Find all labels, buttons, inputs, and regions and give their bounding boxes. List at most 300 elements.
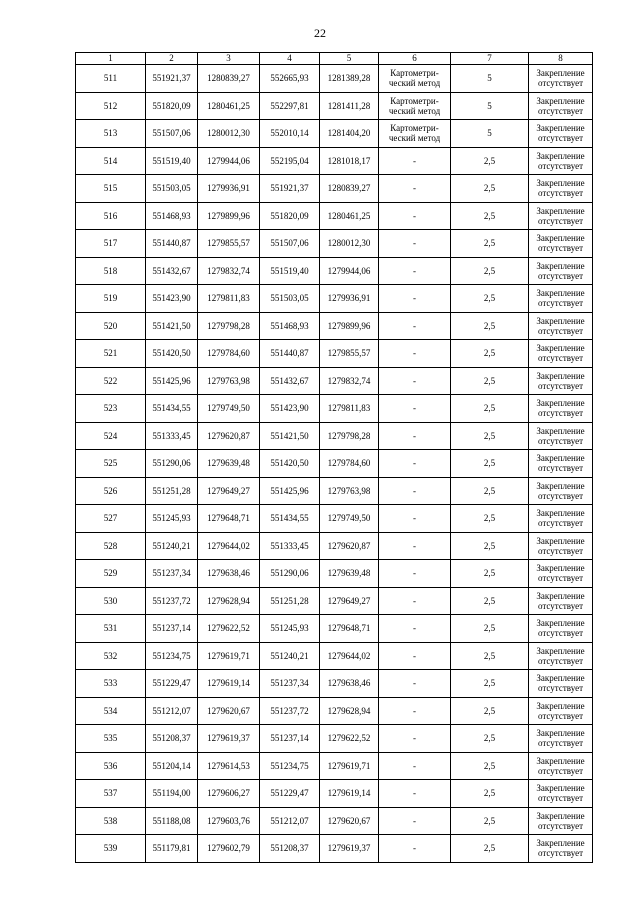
cell-c2: 551188,08 xyxy=(146,807,198,835)
cell-c7: 2,5 xyxy=(451,230,529,258)
cell-c3: 1279619,37 xyxy=(198,725,260,753)
table-row xyxy=(76,147,593,175)
cell-c7: 2,5 xyxy=(451,670,529,698)
cell-c6: - xyxy=(379,642,451,670)
cell-c1: 512 xyxy=(76,92,146,120)
cell-c1: 519 xyxy=(76,285,146,313)
fixing-text-line: Закрепление xyxy=(536,68,585,79)
table-row xyxy=(76,560,593,588)
fixing-text-line: отсутствует xyxy=(537,820,584,831)
cell-c4: 552195,04 xyxy=(260,147,320,175)
fixing-text-line: отсутствует xyxy=(537,435,584,446)
method-text-line: Картометри- xyxy=(390,68,439,79)
fixing-text-line: отсутствует xyxy=(537,78,584,89)
cell-c7: 2,5 xyxy=(451,752,529,780)
cell-c5: 1280012,30 xyxy=(320,230,379,258)
method-text-line: Картометри- xyxy=(390,95,439,106)
cell-c1: 524 xyxy=(76,422,146,450)
fixing-cell xyxy=(529,560,593,588)
cell-c2: 551423,90 xyxy=(146,285,198,313)
cell-c2: 551237,72 xyxy=(146,587,198,615)
fixing-text-line: Закрепление xyxy=(536,618,585,629)
cell-c4: 551468,93 xyxy=(260,312,320,340)
cell-c6: - xyxy=(379,367,451,395)
fixing-cell xyxy=(529,670,593,698)
table-row xyxy=(76,587,593,615)
cell-c7: 2,5 xyxy=(451,725,529,753)
cell-c1: 523 xyxy=(76,395,146,423)
fixing-text-line: Закрепление xyxy=(536,673,585,684)
cell-c7: 2,5 xyxy=(451,202,529,230)
cell-c1: 520 xyxy=(76,312,146,340)
cell-c4: 551440,87 xyxy=(260,340,320,368)
cell-c3: 1279606,27 xyxy=(198,780,260,808)
method-text-line: ческий метод xyxy=(388,105,441,116)
cell-c4: 551240,21 xyxy=(260,642,320,670)
fixing-cell xyxy=(529,312,593,340)
cell-c2: 551212,07 xyxy=(146,697,198,725)
cell-c5: 1279749,50 xyxy=(320,505,379,533)
fixing-cell xyxy=(529,642,593,670)
fixing-text-line: отсутствует xyxy=(537,160,584,171)
cell-c3: 1279763,98 xyxy=(198,367,260,395)
table-row xyxy=(76,285,593,313)
table-row xyxy=(76,697,593,725)
fixing-text-line: Закрепление xyxy=(536,288,585,299)
cell-c1: 532 xyxy=(76,642,146,670)
fixing-cell xyxy=(529,532,593,560)
cell-c5: 1279944,06 xyxy=(320,257,379,285)
table-row xyxy=(76,670,593,698)
cell-c6: - xyxy=(379,340,451,368)
cell-c3: 1279620,87 xyxy=(198,422,260,450)
cell-c1: 525 xyxy=(76,450,146,478)
fixing-text-line: Закрепление xyxy=(536,645,585,656)
fixing-text-line: отсутствует xyxy=(537,133,584,144)
fixing-text-line: отсутствует xyxy=(537,188,584,199)
cell-c5: 1281404,20 xyxy=(320,120,379,148)
cell-c3: 1279855,57 xyxy=(198,230,260,258)
fixing-text-line: Закрепление xyxy=(536,370,585,381)
column-header: 5 xyxy=(320,53,379,65)
cell-c2: 551245,93 xyxy=(146,505,198,533)
fixing-text-line: отсутствует xyxy=(537,710,584,721)
fixing-text-line: Закрепление xyxy=(536,838,585,849)
cell-c5: 1279811,83 xyxy=(320,395,379,423)
cell-c5: 1281411,28 xyxy=(320,92,379,120)
method-cell xyxy=(379,65,451,93)
cell-c7: 2,5 xyxy=(451,257,529,285)
cell-c1: 535 xyxy=(76,725,146,753)
cell-c7: 2,5 xyxy=(451,587,529,615)
fixing-text-line: отсутствует xyxy=(537,408,584,419)
cell-c7: 2,5 xyxy=(451,395,529,423)
cell-c2: 551194,00 xyxy=(146,780,198,808)
fixing-text-line: Закрепление xyxy=(536,123,585,134)
fixing-text-line: Закрепление xyxy=(536,453,585,464)
cell-c5: 1279622,52 xyxy=(320,725,379,753)
cell-c2: 551179,81 xyxy=(146,835,198,863)
fixing-text-line: Закрепление xyxy=(536,755,585,766)
cell-c2: 551421,50 xyxy=(146,312,198,340)
cell-c4: 551208,37 xyxy=(260,835,320,863)
cell-c5: 1279649,27 xyxy=(320,587,379,615)
cell-c3: 1279614,53 xyxy=(198,752,260,780)
cell-c7: 5 xyxy=(451,92,529,120)
cell-c4: 551237,72 xyxy=(260,697,320,725)
table-row xyxy=(76,477,593,505)
fixing-cell xyxy=(529,697,593,725)
cell-c1: 531 xyxy=(76,615,146,643)
fixing-text-line: отсутствует xyxy=(537,270,584,281)
fixing-cell xyxy=(529,395,593,423)
table-row xyxy=(76,340,593,368)
cell-c1: 536 xyxy=(76,752,146,780)
cell-c6: - xyxy=(379,780,451,808)
fixing-text-line: отсутствует xyxy=(537,243,584,254)
fixing-text-line: Закрепление xyxy=(536,343,585,354)
cell-c2: 551251,28 xyxy=(146,477,198,505)
cell-c5: 1279620,67 xyxy=(320,807,379,835)
fixing-cell xyxy=(529,505,593,533)
cell-c5: 1279832,74 xyxy=(320,367,379,395)
fixing-text-line: отсутствует xyxy=(537,463,584,474)
table-row xyxy=(76,807,593,835)
cell-c1: 530 xyxy=(76,587,146,615)
fixing-text-line: отсутствует xyxy=(537,215,584,226)
cell-c4: 551434,55 xyxy=(260,505,320,533)
cell-c3: 1280461,25 xyxy=(198,92,260,120)
fixing-text-line: Закрепление xyxy=(536,178,585,189)
table-row xyxy=(76,422,593,450)
fixing-text-line: Закрепление xyxy=(536,150,585,161)
cell-c5: 1279619,71 xyxy=(320,752,379,780)
cell-c6: - xyxy=(379,560,451,588)
cell-c6: - xyxy=(379,835,451,863)
cell-c7: 2,5 xyxy=(451,367,529,395)
fixing-text-line: отсутствует xyxy=(537,490,584,501)
fixing-text-line: отсутствует xyxy=(537,683,584,694)
cell-c2: 551432,67 xyxy=(146,257,198,285)
cell-c1: 513 xyxy=(76,120,146,148)
cell-c5: 1279639,48 xyxy=(320,560,379,588)
cell-c6: - xyxy=(379,807,451,835)
coordinates-table xyxy=(75,52,593,863)
cell-c1: 521 xyxy=(76,340,146,368)
cell-c2: 551468,93 xyxy=(146,202,198,230)
fixing-cell xyxy=(529,175,593,203)
table-row xyxy=(76,532,593,560)
cell-c7: 2,5 xyxy=(451,505,529,533)
table-row xyxy=(76,202,593,230)
cell-c2: 551204,14 xyxy=(146,752,198,780)
cell-c4: 551421,50 xyxy=(260,422,320,450)
cell-c7: 2,5 xyxy=(451,560,529,588)
cell-c1: 515 xyxy=(76,175,146,203)
cell-c4: 551290,06 xyxy=(260,560,320,588)
cell-c1: 539 xyxy=(76,835,146,863)
fixing-cell xyxy=(529,285,593,313)
fixing-text-line: отсутствует xyxy=(537,738,584,749)
cell-c6: - xyxy=(379,395,451,423)
fixing-text-line: Закрепление xyxy=(536,590,585,601)
cell-c5: 1279628,94 xyxy=(320,697,379,725)
cell-c1: 533 xyxy=(76,670,146,698)
cell-c7: 2,5 xyxy=(451,780,529,808)
fixing-text-line: отсутствует xyxy=(537,600,584,611)
cell-c1: 526 xyxy=(76,477,146,505)
cell-c6: - xyxy=(379,147,451,175)
cell-c2: 551425,96 xyxy=(146,367,198,395)
cell-c4: 551234,75 xyxy=(260,752,320,780)
fixing-text-line: Закрепление xyxy=(536,95,585,106)
cell-c6: - xyxy=(379,615,451,643)
fixing-text-line: отсутствует xyxy=(537,380,584,391)
cell-c2: 551921,37 xyxy=(146,65,198,93)
table-row xyxy=(76,450,593,478)
cell-c5: 1279798,28 xyxy=(320,422,379,450)
cell-c5: 1279855,57 xyxy=(320,340,379,368)
fixing-text-line: Закрепление xyxy=(536,260,585,271)
cell-c4: 551820,09 xyxy=(260,202,320,230)
column-header: 2 xyxy=(146,53,198,65)
cell-c7: 2,5 xyxy=(451,312,529,340)
cell-c6: - xyxy=(379,505,451,533)
cell-c2: 551208,37 xyxy=(146,725,198,753)
cell-c3: 1279649,27 xyxy=(198,477,260,505)
cell-c3: 1279602,79 xyxy=(198,835,260,863)
fixing-text-line: Закрепление xyxy=(536,535,585,546)
fixing-text-line: отсутствует xyxy=(537,793,584,804)
table-row xyxy=(76,257,593,285)
method-cell xyxy=(379,92,451,120)
table-row xyxy=(76,505,593,533)
cell-c5: 1280461,25 xyxy=(320,202,379,230)
fixing-text-line: отсутствует xyxy=(537,298,584,309)
cell-c3: 1280839,27 xyxy=(198,65,260,93)
cell-c5: 1279936,91 xyxy=(320,285,379,313)
fixing-cell xyxy=(529,147,593,175)
cell-c5: 1279899,96 xyxy=(320,312,379,340)
fixing-text-line: отсутствует xyxy=(537,573,584,584)
cell-c6: - xyxy=(379,422,451,450)
table-row xyxy=(76,835,593,863)
table-row xyxy=(76,725,593,753)
fixing-text-line: Закрепление xyxy=(536,728,585,739)
cell-c7: 2,5 xyxy=(451,697,529,725)
cell-c4: 551237,34 xyxy=(260,670,320,698)
fixing-text-line: Закрепление xyxy=(536,315,585,326)
cell-c4: 551251,28 xyxy=(260,587,320,615)
cell-c4: 551432,67 xyxy=(260,367,320,395)
cell-c3: 1279638,46 xyxy=(198,560,260,588)
fixing-cell xyxy=(529,367,593,395)
cell-c2: 551290,06 xyxy=(146,450,198,478)
cell-c4: 551333,45 xyxy=(260,532,320,560)
cell-c1: 517 xyxy=(76,230,146,258)
cell-c4: 551237,14 xyxy=(260,725,320,753)
fixing-text-line: Закрепление xyxy=(536,233,585,244)
column-header: 6 xyxy=(379,53,451,65)
cell-c2: 551434,55 xyxy=(146,395,198,423)
cell-c6: - xyxy=(379,697,451,725)
table-row xyxy=(76,92,593,120)
cell-c7: 2,5 xyxy=(451,285,529,313)
table-row xyxy=(76,230,593,258)
cell-c3: 1279811,83 xyxy=(198,285,260,313)
cell-c5: 1279763,98 xyxy=(320,477,379,505)
column-header: 4 xyxy=(260,53,320,65)
cell-c7: 2,5 xyxy=(451,615,529,643)
fixing-cell xyxy=(529,257,593,285)
fixing-text-line: Закрепление xyxy=(536,398,585,409)
cell-c3: 1279784,60 xyxy=(198,340,260,368)
table-row xyxy=(76,642,593,670)
cell-c6: - xyxy=(379,532,451,560)
method-text-line: ческий метод xyxy=(388,78,441,89)
cell-c6: - xyxy=(379,285,451,313)
table-row xyxy=(76,367,593,395)
column-header: 8 xyxy=(529,53,593,65)
fixing-text-line: Закрепление xyxy=(536,810,585,821)
cell-c5: 1279784,60 xyxy=(320,450,379,478)
fixing-text-line: отсутствует xyxy=(537,105,584,116)
cell-c7: 2,5 xyxy=(451,175,529,203)
table-row xyxy=(76,395,593,423)
cell-c1: 514 xyxy=(76,147,146,175)
cell-c5: 1279620,87 xyxy=(320,532,379,560)
column-header: 7 xyxy=(451,53,529,65)
cell-c4: 551507,06 xyxy=(260,230,320,258)
cell-c3: 1279628,94 xyxy=(198,587,260,615)
cell-c1: 527 xyxy=(76,505,146,533)
table-row xyxy=(76,615,593,643)
cell-c5: 1279619,37 xyxy=(320,835,379,863)
cell-c7: 5 xyxy=(451,65,529,93)
fixing-text-line: отсутствует xyxy=(537,518,584,529)
fixing-text-line: отсутствует xyxy=(537,848,584,859)
table-row xyxy=(76,780,593,808)
cell-c6: - xyxy=(379,587,451,615)
cell-c5: 1279619,14 xyxy=(320,780,379,808)
cell-c1: 528 xyxy=(76,532,146,560)
cell-c4: 551503,05 xyxy=(260,285,320,313)
method-text-line: Картометри- xyxy=(390,123,439,134)
cell-c5: 1279638,46 xyxy=(320,670,379,698)
fixing-cell xyxy=(529,725,593,753)
table-row xyxy=(76,120,593,148)
cell-c2: 551507,06 xyxy=(146,120,198,148)
cell-c6: - xyxy=(379,670,451,698)
cell-c3: 1279648,71 xyxy=(198,505,260,533)
cell-c3: 1279644,02 xyxy=(198,532,260,560)
column-header: 3 xyxy=(198,53,260,65)
fixing-cell xyxy=(529,202,593,230)
fixing-text-line: отсутствует xyxy=(537,655,584,666)
cell-c7: 2,5 xyxy=(451,807,529,835)
cell-c5: 1281018,17 xyxy=(320,147,379,175)
cell-c1: 529 xyxy=(76,560,146,588)
cell-c2: 551519,40 xyxy=(146,147,198,175)
cell-c1: 534 xyxy=(76,697,146,725)
fixing-cell xyxy=(529,752,593,780)
fixing-cell xyxy=(529,807,593,835)
cell-c7: 2,5 xyxy=(451,147,529,175)
cell-c6: - xyxy=(379,450,451,478)
cell-c3: 1279832,74 xyxy=(198,257,260,285)
cell-c5: 1279644,02 xyxy=(320,642,379,670)
fixing-text-line: отсутствует xyxy=(537,628,584,639)
cell-c4: 552010,14 xyxy=(260,120,320,148)
cell-c4: 551921,37 xyxy=(260,175,320,203)
cell-c3: 1279619,14 xyxy=(198,670,260,698)
fixing-cell xyxy=(529,92,593,120)
fixing-text-line: Закрепление xyxy=(536,205,585,216)
fixing-cell xyxy=(529,450,593,478)
cell-c3: 1279749,50 xyxy=(198,395,260,423)
fixing-cell xyxy=(529,615,593,643)
cell-c7: 2,5 xyxy=(451,422,529,450)
cell-c6: - xyxy=(379,477,451,505)
cell-c6: - xyxy=(379,230,451,258)
fixing-text-line: Закрепление xyxy=(536,508,585,519)
cell-c4: 551425,96 xyxy=(260,477,320,505)
table-row xyxy=(76,175,593,203)
cell-c1: 522 xyxy=(76,367,146,395)
cell-c3: 1279639,48 xyxy=(198,450,260,478)
cell-c2: 551237,14 xyxy=(146,615,198,643)
fixing-text-line: Закрепление xyxy=(536,783,585,794)
table-row xyxy=(76,752,593,780)
page-number: 22 xyxy=(314,26,326,40)
cell-c2: 551440,87 xyxy=(146,230,198,258)
column-header: 1 xyxy=(76,53,146,65)
cell-c3: 1279622,52 xyxy=(198,615,260,643)
fixing-cell xyxy=(529,422,593,450)
cell-c1: 537 xyxy=(76,780,146,808)
cell-c6: - xyxy=(379,175,451,203)
cell-c4: 552665,93 xyxy=(260,65,320,93)
cell-c4: 551245,93 xyxy=(260,615,320,643)
cell-c3: 1279603,76 xyxy=(198,807,260,835)
cell-c7: 2,5 xyxy=(451,477,529,505)
cell-c7: 5 xyxy=(451,120,529,148)
cell-c3: 1279936,91 xyxy=(198,175,260,203)
cell-c4: 551212,07 xyxy=(260,807,320,835)
cell-c3: 1279899,96 xyxy=(198,202,260,230)
table-row xyxy=(76,312,593,340)
cell-c7: 2,5 xyxy=(451,532,529,560)
cell-c6: - xyxy=(379,752,451,780)
fixing-text-line: Закрепление xyxy=(536,700,585,711)
cell-c5: 1279648,71 xyxy=(320,615,379,643)
cell-c6: - xyxy=(379,202,451,230)
cell-c1: 518 xyxy=(76,257,146,285)
fixing-text-line: Закрепление xyxy=(536,563,585,574)
fixing-cell xyxy=(529,477,593,505)
cell-c3: 1279619,71 xyxy=(198,642,260,670)
cell-c3: 1279944,06 xyxy=(198,147,260,175)
cell-c1: 538 xyxy=(76,807,146,835)
cell-c3: 1279798,28 xyxy=(198,312,260,340)
cell-c4: 551229,47 xyxy=(260,780,320,808)
table-body xyxy=(76,65,593,863)
fixing-cell xyxy=(529,120,593,148)
method-cell xyxy=(379,120,451,148)
cell-c2: 551229,47 xyxy=(146,670,198,698)
cell-c7: 2,5 xyxy=(451,835,529,863)
cell-c6: - xyxy=(379,725,451,753)
